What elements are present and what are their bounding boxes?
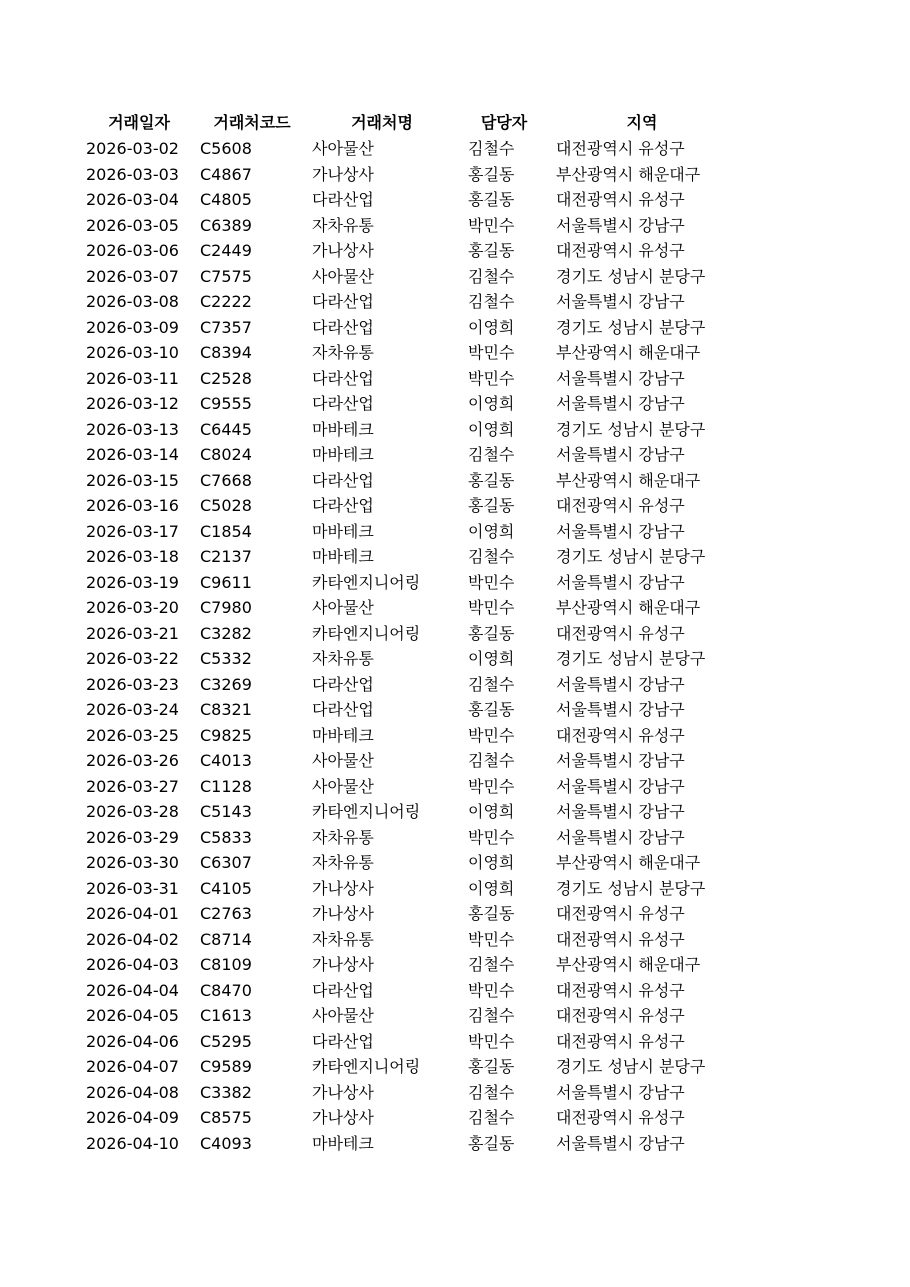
cell-client-code: C5143 [200, 802, 252, 821]
cell-client-code: C9589 [200, 1057, 252, 1076]
transaction-sheet [82, 109, 732, 1156]
cell-manager: 이영희 [468, 853, 515, 872]
cell-client-name: 다라산업 [312, 1031, 374, 1051]
cell-trade-date: 2026-03-24 [86, 700, 179, 719]
cell-region: 서울특별시 강남구 [556, 1082, 685, 1102]
cell-manager: 이영희 [468, 394, 515, 413]
cell-manager: 박민수 [468, 343, 515, 362]
cell-trade-date: 2026-03-13 [86, 419, 179, 439]
transaction-table [82, 109, 732, 1156]
cell-manager: 박민수 [468, 929, 515, 949]
table-row [82, 238, 732, 264]
cell-manager: 김철수 [468, 674, 515, 694]
table-row [82, 978, 732, 1004]
cell-trade-date: 2026-03-23 [86, 674, 179, 694]
cell-manager: 김철수 [468, 1006, 515, 1025]
cell-manager: 박민수 [468, 572, 515, 592]
cell-client-name: 자차유통 [312, 929, 374, 949]
cell-client-code: C8470 [200, 980, 252, 1000]
cell-manager: 홍길동 [468, 164, 515, 184]
cell-region: 서울특별시 강남구 [556, 827, 685, 847]
cell-trade-date: 2026-03-11 [86, 368, 179, 388]
cell-client-code: C2449 [200, 241, 252, 260]
cell-client-name: 다라산업 [312, 980, 374, 1000]
cell-trade-date: 2026-03-10 [86, 343, 179, 362]
cell-region: 부산광역시 해운대구 [556, 853, 701, 872]
cell-client-code: C8321 [200, 700, 252, 719]
cell-client-name: 마바테크 [312, 419, 374, 439]
table-row [82, 672, 732, 698]
cell-client-name: 마바테크 [312, 1133, 374, 1153]
cell-client-name: 자차유통 [312, 853, 374, 872]
table-row [82, 850, 732, 876]
cell-trade-date: 2026-03-19 [86, 572, 179, 592]
cell-region: 서울특별시 강남구 [556, 802, 685, 821]
cell-client-code: C8714 [200, 929, 252, 949]
cell-trade-date: 2026-04-06 [86, 1031, 179, 1051]
cell-client-name: 자차유통 [312, 215, 374, 235]
cell-client-code: C7980 [200, 598, 252, 617]
cell-region: 서울특별시 강남구 [556, 521, 685, 541]
cell-trade-date: 2026-03-28 [86, 802, 179, 821]
cell-client-name: 가나상사 [312, 1108, 374, 1127]
cell-client-code: C2137 [200, 547, 252, 566]
cell-client-code: C6445 [200, 419, 252, 439]
cell-manager: 김철수 [468, 1108, 515, 1127]
cell-trade-date: 2026-03-29 [86, 827, 179, 847]
table-row [82, 468, 732, 494]
cell-trade-date: 2026-04-02 [86, 929, 179, 949]
cell-trade-date: 2026-03-15 [86, 470, 179, 490]
cell-client-name: 다라산업 [312, 292, 374, 311]
cell-region: 대전광역시 유성구 [556, 623, 685, 643]
cell-client-name: 사아물산 [312, 751, 374, 770]
cell-region: 대전광역시 유성구 [556, 904, 685, 923]
cell-trade-date: 2026-04-08 [86, 1082, 179, 1102]
cell-client-code: C3282 [200, 623, 252, 643]
cell-client-name: 사아물산 [312, 266, 374, 286]
cell-region: 경기도 성남시 분당구 [556, 649, 706, 668]
cell-region: 부산광역시 해운대구 [556, 343, 701, 362]
cell-region: 서울특별시 강남구 [556, 394, 685, 413]
cell-client-name: 카타엔지니어링 [312, 623, 421, 643]
cell-trade-date: 2026-03-21 [86, 623, 179, 643]
cell-client-name: 다라산업 [312, 368, 374, 388]
cell-client-name: 가나상사 [312, 1082, 374, 1102]
cell-client-name: 다라산업 [312, 700, 374, 719]
cell-client-name: 다라산업 [312, 496, 374, 515]
cell-client-code: C9825 [200, 725, 252, 745]
table-row [82, 799, 732, 825]
table-row [82, 697, 732, 723]
cell-trade-date: 2026-03-25 [86, 725, 179, 745]
cell-manager: 이영희 [468, 802, 515, 821]
table-row [82, 748, 732, 774]
cell-manager: 홍길동 [468, 904, 515, 923]
cell-region: 서울특별시 강남구 [556, 751, 685, 770]
cell-manager: 이영희 [468, 419, 515, 439]
cell-client-code: C9611 [200, 572, 252, 592]
cell-region: 경기도 성남시 분당구 [556, 547, 706, 566]
cell-trade-date: 2026-03-26 [86, 751, 179, 770]
cell-manager: 김철수 [468, 266, 515, 286]
cell-manager: 박민수 [468, 827, 515, 847]
cell-client-code: C8394 [200, 343, 252, 362]
table-row [82, 646, 732, 672]
table-row [82, 952, 732, 978]
cell-client-code: C8024 [200, 445, 252, 464]
table-row [82, 289, 732, 315]
table-row [82, 1054, 732, 1080]
table-row [82, 315, 732, 341]
cell-client-name: 가나상사 [312, 164, 374, 184]
table-row [82, 187, 732, 213]
cell-region: 대전광역시 유성구 [556, 1006, 685, 1025]
cell-client-code: C4013 [200, 751, 252, 770]
header-trade-date: 거래일자 [108, 113, 170, 132]
cell-trade-date: 2026-03-20 [86, 598, 179, 617]
cell-region: 부산광역시 해운대구 [556, 955, 701, 974]
cell-client-code: C2528 [200, 368, 252, 388]
cell-client-name: 마바테크 [312, 521, 374, 541]
cell-trade-date: 2026-03-18 [86, 547, 179, 566]
cell-trade-date: 2026-03-02 [86, 139, 179, 158]
cell-client-code: C3269 [200, 674, 252, 694]
cell-region: 대전광역시 유성구 [556, 241, 685, 260]
cell-client-name: 마바테크 [312, 445, 374, 464]
cell-manager: 홍길동 [468, 190, 515, 209]
cell-client-name: 다라산업 [312, 674, 374, 694]
cell-trade-date: 2026-03-08 [86, 292, 179, 311]
cell-client-name: 가나상사 [312, 955, 374, 974]
cell-client-code: C7575 [200, 266, 252, 286]
cell-manager: 홍길동 [468, 700, 515, 719]
table-row [82, 391, 732, 417]
cell-client-code: C7668 [200, 470, 252, 490]
cell-client-code: C6307 [200, 853, 252, 872]
table-row [82, 162, 732, 188]
cell-region: 서울특별시 강남구 [556, 572, 685, 592]
cell-trade-date: 2026-04-10 [86, 1133, 179, 1153]
table-row [82, 1131, 732, 1157]
cell-client-code: C4105 [200, 878, 252, 898]
cell-manager: 홍길동 [468, 241, 515, 260]
table-row [82, 340, 732, 366]
cell-client-name: 사아물산 [312, 139, 374, 158]
cell-client-code: C5295 [200, 1031, 252, 1051]
cell-client-code: C5608 [200, 139, 252, 158]
cell-manager: 김철수 [468, 139, 515, 158]
cell-client-name: 다라산업 [312, 317, 374, 337]
cell-region: 부산광역시 해운대구 [556, 470, 701, 490]
cell-region: 경기도 성남시 분당구 [556, 419, 706, 439]
cell-client-name: 가나상사 [312, 878, 374, 898]
cell-region: 부산광역시 해운대구 [556, 164, 701, 184]
table-row [82, 723, 732, 749]
cell-region: 경기도 성남시 분당구 [556, 878, 706, 898]
table-row [82, 876, 732, 902]
cell-client-code: C5332 [200, 649, 252, 668]
table-row [82, 901, 732, 927]
cell-manager: 이영희 [468, 649, 515, 668]
cell-manager: 이영희 [468, 521, 515, 541]
cell-trade-date: 2026-04-03 [86, 955, 179, 974]
table-row [82, 417, 732, 443]
cell-client-code: C4093 [200, 1133, 252, 1153]
cell-region: 서울특별시 강남구 [556, 776, 685, 796]
cell-client-name: 카타엔지니어링 [312, 802, 421, 821]
table-row [82, 544, 732, 570]
cell-region: 경기도 성남시 분당구 [556, 1057, 706, 1076]
cell-manager: 김철수 [468, 1082, 515, 1102]
cell-manager: 박민수 [468, 1031, 515, 1051]
table-row [82, 825, 732, 851]
cell-client-name: 다라산업 [312, 394, 374, 413]
table-row [82, 774, 732, 800]
cell-client-name: 마바테크 [312, 547, 374, 566]
cell-client-code: C5833 [200, 827, 252, 847]
cell-manager: 박민수 [468, 725, 515, 745]
cell-trade-date: 2026-04-04 [86, 980, 179, 1000]
table-row [82, 621, 732, 647]
cell-manager: 홍길동 [468, 1057, 515, 1076]
cell-manager: 박민수 [468, 776, 515, 796]
cell-client-code: C7357 [200, 317, 252, 337]
cell-region: 서울특별시 강남구 [556, 1133, 685, 1153]
cell-client-name: 카타엔지니어링 [312, 1057, 421, 1076]
cell-trade-date: 2026-04-01 [86, 904, 179, 923]
cell-client-code: C1613 [200, 1006, 252, 1025]
header-manager: 담당자 [480, 113, 528, 132]
cell-trade-date: 2026-03-17 [86, 521, 179, 541]
table-row [82, 519, 732, 545]
table-row [82, 366, 732, 392]
cell-client-code: C2222 [200, 292, 252, 311]
cell-client-name: 자차유통 [312, 343, 374, 362]
cell-trade-date: 2026-04-07 [86, 1057, 179, 1076]
cell-region: 서울특별시 강남구 [556, 215, 685, 235]
header-region: 지역 [626, 113, 658, 132]
cell-region: 서울특별시 강남구 [556, 445, 685, 464]
cell-client-name: 카타엔지니어링 [312, 572, 421, 592]
cell-region: 대전광역시 유성구 [556, 1031, 685, 1051]
cell-client-code: C4805 [200, 190, 252, 209]
cell-manager: 박민수 [468, 368, 515, 388]
cell-manager: 홍길동 [468, 470, 515, 490]
cell-trade-date: 2026-03-30 [86, 853, 179, 872]
header-row [82, 109, 732, 136]
table-header [82, 109, 732, 136]
cell-region: 대전광역시 유성구 [556, 725, 685, 745]
table-row [82, 264, 732, 290]
cell-manager: 박민수 [468, 598, 515, 617]
cell-client-code: C2763 [200, 904, 252, 923]
cell-client-code: C3382 [200, 1082, 252, 1102]
cell-client-name: 마바테크 [312, 725, 374, 745]
cell-trade-date: 2026-04-09 [86, 1108, 179, 1127]
table-row [82, 1080, 732, 1106]
cell-region: 대전광역시 유성구 [556, 139, 685, 158]
cell-trade-date: 2026-03-12 [86, 394, 179, 413]
table-body [82, 136, 732, 1156]
cell-trade-date: 2026-03-05 [86, 215, 179, 235]
cell-client-name: 자차유통 [312, 649, 374, 668]
cell-trade-date: 2026-04-05 [86, 1006, 179, 1025]
cell-manager: 김철수 [468, 547, 515, 566]
cell-region: 경기도 성남시 분당구 [556, 317, 706, 337]
cell-manager: 이영희 [468, 317, 515, 337]
cell-region: 서울특별시 강남구 [556, 368, 685, 388]
cell-region: 서울특별시 강남구 [556, 292, 685, 311]
cell-trade-date: 2026-03-27 [86, 776, 179, 796]
cell-trade-date: 2026-03-22 [86, 649, 179, 668]
cell-manager: 박민수 [468, 980, 515, 1000]
cell-region: 대전광역시 유성구 [556, 980, 685, 1000]
cell-region: 대전광역시 유성구 [556, 190, 685, 209]
cell-client-name: 사아물산 [312, 598, 374, 617]
cell-trade-date: 2026-03-04 [86, 190, 179, 209]
cell-client-code: C4867 [200, 164, 252, 184]
table-row [82, 1029, 732, 1055]
cell-trade-date: 2026-03-09 [86, 317, 179, 337]
cell-region: 대전광역시 유성구 [556, 496, 685, 515]
cell-trade-date: 2026-03-14 [86, 445, 179, 464]
cell-manager: 홍길동 [468, 623, 515, 643]
cell-manager: 김철수 [468, 751, 515, 770]
cell-manager: 김철수 [468, 292, 515, 311]
table-row [82, 595, 732, 621]
cell-client-code: C9555 [200, 394, 252, 413]
cell-client-name: 다라산업 [312, 190, 374, 209]
table-row [82, 1105, 732, 1131]
cell-client-code: C1854 [200, 521, 252, 541]
cell-client-name: 다라산업 [312, 470, 374, 490]
cell-client-code: C8109 [200, 955, 252, 974]
header-client-name: 거래처명 [351, 113, 413, 132]
cell-manager: 홍길동 [468, 1133, 515, 1153]
cell-client-name: 사아물산 [312, 1006, 374, 1025]
table-row [82, 136, 732, 162]
cell-trade-date: 2026-03-06 [86, 241, 179, 260]
table-row [82, 442, 732, 468]
cell-manager: 김철수 [468, 445, 515, 464]
cell-client-name: 사아물산 [312, 776, 374, 796]
cell-client-code: C8575 [200, 1108, 252, 1127]
cell-region: 경기도 성남시 분당구 [556, 266, 706, 286]
cell-client-name: 가나상사 [312, 904, 374, 923]
table-row [82, 1003, 732, 1029]
cell-client-code: C6389 [200, 215, 252, 235]
cell-manager: 이영희 [468, 878, 515, 898]
cell-region: 서울특별시 강남구 [556, 674, 685, 694]
table-row [82, 493, 732, 519]
cell-trade-date: 2026-03-31 [86, 878, 179, 898]
cell-region: 대전광역시 유성구 [556, 929, 685, 949]
cell-manager: 박민수 [468, 215, 515, 235]
cell-client-name: 자차유통 [312, 827, 374, 847]
header-client-code: 거래처코드 [213, 113, 291, 132]
cell-region: 서울특별시 강남구 [556, 700, 685, 719]
table-row [82, 927, 732, 953]
cell-trade-date: 2026-03-16 [86, 496, 179, 515]
cell-client-code: C1128 [200, 776, 252, 796]
cell-manager: 홍길동 [468, 496, 515, 515]
cell-trade-date: 2026-03-03 [86, 164, 179, 184]
cell-client-name: 가나상사 [312, 241, 374, 260]
cell-client-code: C5028 [200, 496, 252, 515]
cell-manager: 김철수 [468, 955, 515, 974]
table-row [82, 570, 732, 596]
table-row [82, 213, 732, 239]
cell-trade-date: 2026-03-07 [86, 266, 179, 286]
cell-region: 부산광역시 해운대구 [556, 598, 701, 617]
cell-region: 대전광역시 유성구 [556, 1108, 685, 1127]
